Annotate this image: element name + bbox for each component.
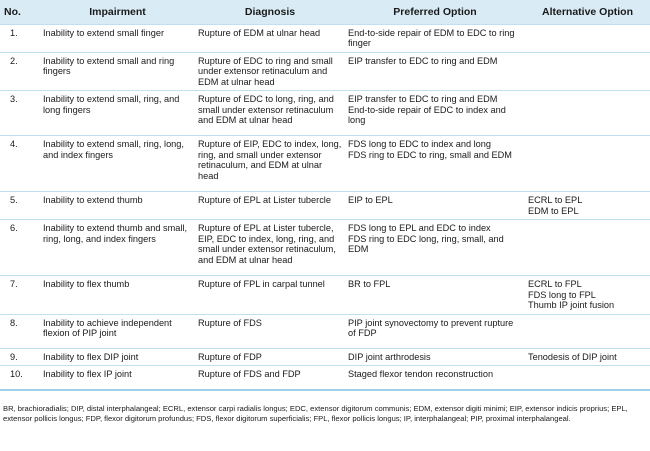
impairment-cell: Inability to extend thumb and small, ring, long, and index fingers: [40, 220, 195, 276]
row-number: 5.: [0, 192, 40, 220]
header-diagnosis: Diagnosis: [195, 0, 345, 24]
impairment-cell: Inability to extend small, ring, and long fingers: [40, 91, 195, 136]
row-number: 10.: [0, 366, 40, 390]
alternative-option-line: Tenodesis of DIP joint: [528, 351, 617, 362]
diagnosis-cell: Rupture of EIP, EDC to index, long, ring, and small under extensor retinaculum, and EDM at ulnar head: [195, 136, 345, 192]
preferred-option-line: End-to-side repair of EDC to index and long: [348, 104, 506, 125]
table-row: [0, 276, 650, 315]
preferred-option-line: FDS long to EPL and EDC to index: [348, 223, 491, 233]
header-no: No.: [0, 0, 40, 24]
preferred-option-cell: [345, 348, 525, 366]
preferred-option-line: EIP transfer to EDC to ring and EDM: [348, 94, 498, 104]
alternative-option-cell: [525, 136, 650, 192]
preferred-option-line: EIP transfer to EDC to ring and EDM: [348, 55, 498, 66]
preferred-option-cell: [345, 276, 525, 315]
preferred-option-line: End-to-side repair of EDM to EDC to ring finger: [348, 27, 515, 48]
row-number: 3.: [0, 91, 40, 136]
preferred-option-line: FDS ring to EDC to ring, small and EDM: [348, 149, 512, 160]
impairment-cell: Inability to flex IP joint: [40, 366, 195, 390]
alternative-option-cell: [525, 276, 650, 315]
preferred-option-line: FDS long to EDC to index and long: [348, 139, 491, 149]
table-row: [0, 192, 650, 220]
preferred-option-cell: [345, 220, 525, 276]
diagnosis-cell: Rupture of EDM at ulnar head: [195, 24, 345, 52]
alternative-option-line: ECRL to EPL: [528, 195, 583, 205]
table-header: [0, 0, 650, 24]
table-row: [0, 348, 650, 366]
header-alternative-option: Alternative Option: [525, 0, 650, 24]
row-number: 4.: [0, 136, 40, 192]
row-number: 8.: [0, 314, 40, 348]
impairment-cell: Inability to flex thumb: [40, 276, 195, 315]
table-row: [0, 136, 650, 192]
diagnosis-cell: Rupture of FDS: [195, 314, 345, 348]
alternative-option-cell: [525, 220, 650, 276]
impairment-cell: Inability to achieve independent flexion of PIP joint: [40, 314, 195, 348]
diagnosis-cell: Rupture of EPL at Lister tubercle: [195, 192, 345, 220]
table-row: [0, 314, 650, 348]
table-body: [0, 24, 650, 390]
alternative-option-cell: [525, 52, 650, 91]
preferred-option-cell: [345, 136, 525, 192]
alternative-option-cell: [525, 314, 650, 348]
impairment-cell: Inability to extend small and ring fingers: [40, 52, 195, 91]
header-preferred-option: Preferred Option: [345, 0, 525, 24]
alternative-option-line: ECRL to FPL: [528, 279, 582, 289]
table-row: [0, 24, 650, 52]
impairment-cell: Inability to flex DIP joint: [40, 348, 195, 366]
row-number: 6.: [0, 220, 40, 276]
table-row: [0, 52, 650, 91]
alternative-option-line: Thumb IP joint fusion: [528, 300, 615, 310]
preferred-option-cell: [345, 24, 525, 52]
row-number: 7.: [0, 276, 40, 315]
preferred-option-cell: [345, 192, 525, 220]
alternative-option-cell: [525, 192, 650, 220]
preferred-option-line: Staged flexor tendon reconstruction: [348, 369, 494, 379]
row-number: 1.: [0, 24, 40, 52]
impairment-cell: Inability to extend thumb: [40, 192, 195, 220]
preferred-option-line: FDS ring to EDC long, ring, small, and EDM: [348, 233, 504, 254]
preferred-option-cell: [345, 52, 525, 91]
diagnosis-cell: Rupture of EDC to long, ring, and small under extensor retinaculum and EDM at ulnar head: [195, 91, 345, 136]
table-row: [0, 91, 650, 136]
alternative-option-cell: [525, 366, 650, 390]
preferred-option-cell: [345, 91, 525, 136]
alternative-option-cell: [525, 24, 650, 52]
impairment-cell: Inability to extend small, ring, long, and index fingers: [40, 136, 195, 192]
preferred-option-line: PIP joint synovectomy to prevent rupture of FDP: [348, 317, 514, 338]
alternative-option-line: FDS long to FPL: [528, 289, 596, 300]
table-row: [0, 220, 650, 276]
abbreviations-footnote: BR, brachioradialis; DIP, distal interphalangeal; ECRL, extensor carpi radialis longus; EDC, extensor digitorum communis; EDM, extensor digiti minimi; EIP, extensor indicis proprius; EPL, extensor pollicis longus; FDP, flexor digitorum profundus; FDS, flexor digitorum superficialis; FPL, flexor pollicis longus; IP, interphalangeal; PIP, proximal interphalangeal.: [3, 404, 628, 423]
preferred-option-cell: [345, 314, 525, 348]
preferred-option-line: BR to FPL: [348, 279, 391, 289]
row-number: 2.: [0, 52, 40, 91]
diagnosis-cell: Rupture of FPL in carpal tunnel: [195, 276, 345, 315]
row-number: 9.: [0, 348, 40, 366]
diagnosis-cell: Rupture of EPL at Lister tubercle, EIP, EDC to index, long, ring, and small under extensor retinaculum, and EDM at ulnar head: [195, 220, 345, 276]
impairment-cell: Inability to extend small finger: [40, 24, 195, 52]
diagnosis-cell: Rupture of FDP: [195, 348, 345, 366]
alternative-option-cell: [525, 91, 650, 136]
preferred-option-cell: [345, 366, 525, 390]
preferred-option-line: EIP to EPL: [348, 195, 393, 205]
alternative-option-cell: [525, 348, 650, 366]
diagnosis-cell: Rupture of EDC to ring and small under extensor retinaculum and EDM at ulnar head: [195, 52, 345, 91]
preferred-option-line: DIP joint arthrodesis: [348, 351, 431, 362]
table-row: [0, 366, 650, 390]
alternative-option-line: EDM to EPL: [528, 205, 579, 216]
header-impairment: Impairment: [40, 0, 195, 24]
diagnosis-cell: Rupture of FDS and FDP: [195, 366, 345, 390]
